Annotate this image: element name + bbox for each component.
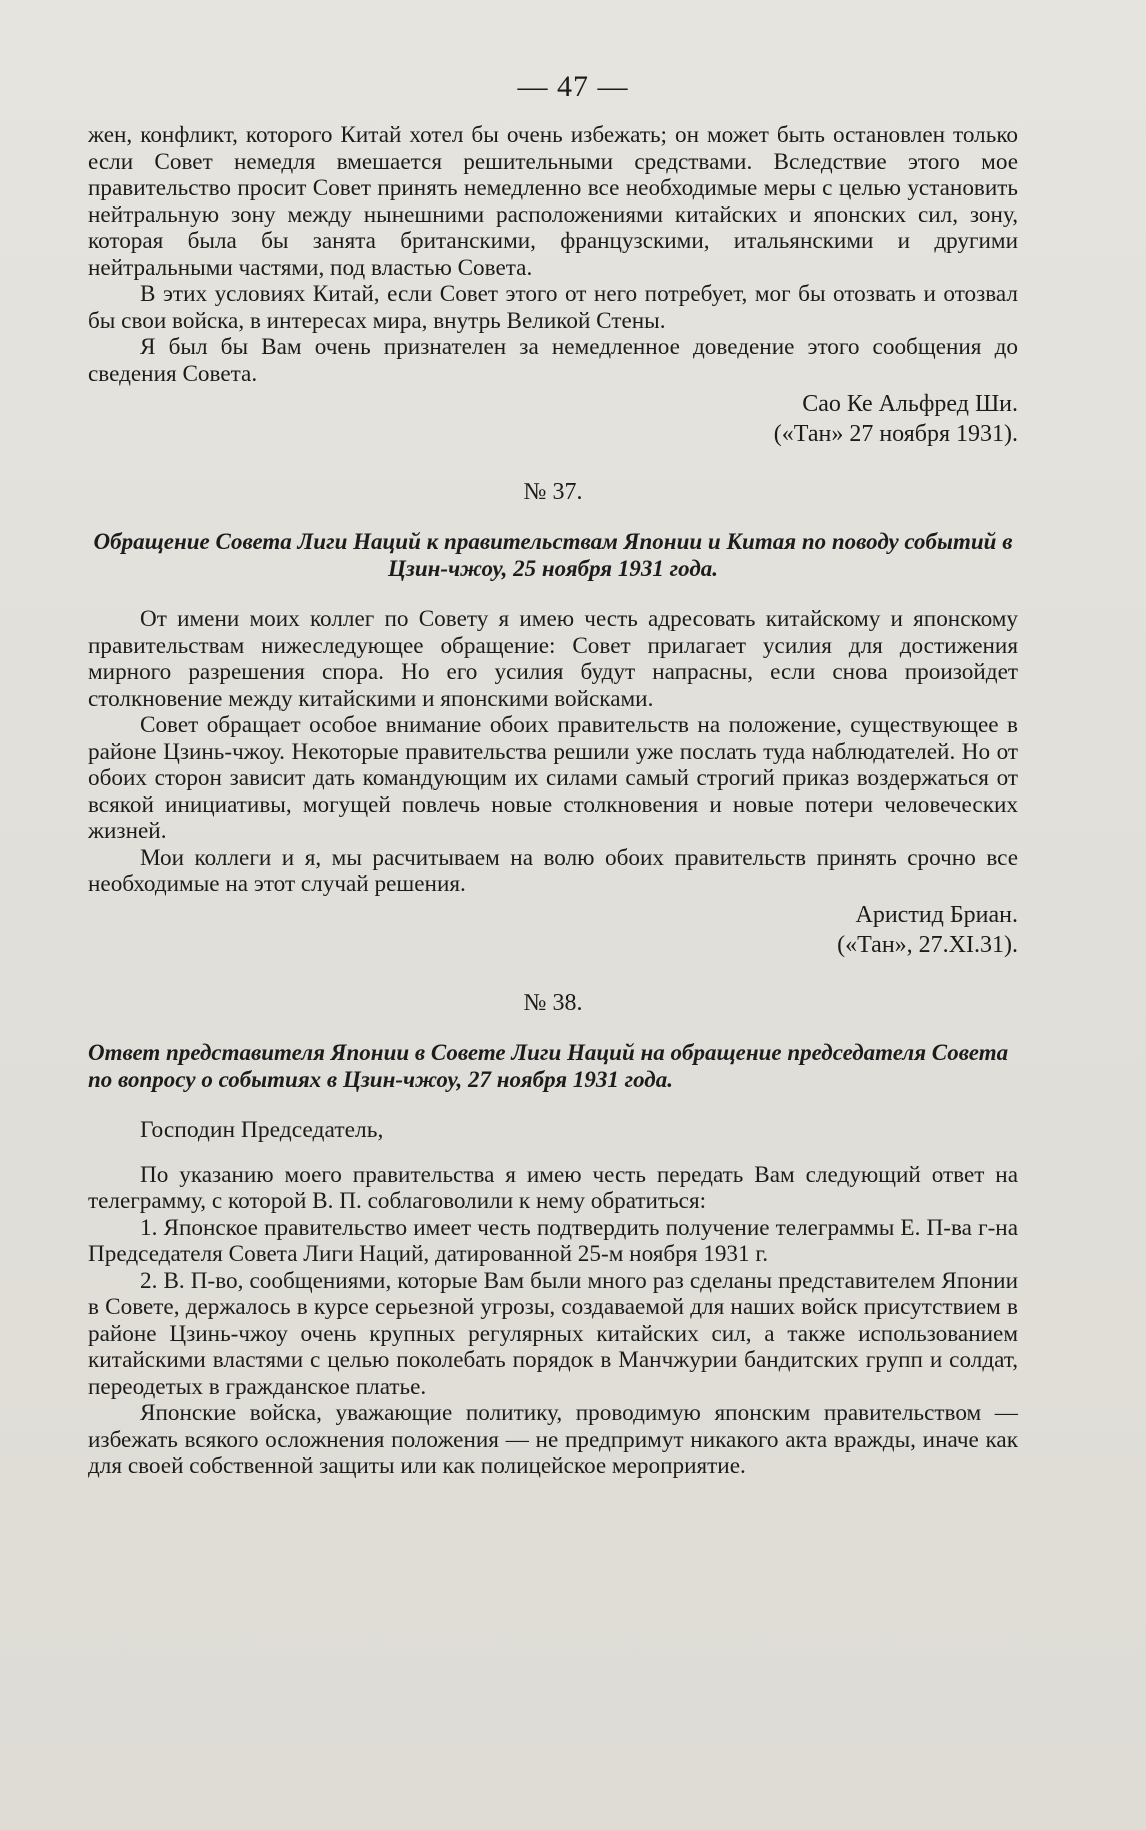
doc37-paragraph-1: От имени моих коллег по Совету я имею честь адресовать китайскому и японскому правительствам нижеследующее обращение: Совет прилагает усилия для достижения мирного разрешения спора. Но его усилия будут напрасны, если снова произойдет столкновение между китайскими и японскими войсками. xyxy=(88,606,1018,712)
page-content xyxy=(88,70,1018,1480)
doc38-paragraph-4: Японские войска, уважающие политику, проводимую японским правительством — избежать всякого осложнения положения — не предпримут никакого акта вражды, иначе как для своей собственной защиты или как полицейское мероприятие. xyxy=(88,1400,1018,1479)
doc38-paragraph-2: 1. Японское правительство имеет честь подтвердить получение телеграммы Е. П-ва г-на Председателя Совета Лиги Наций, датированной 25-м ноября 1931 г. xyxy=(88,1214,1018,1267)
doc36-continuation xyxy=(88,122,1018,449)
doc37-paragraph-3: Мои коллеги и я, мы расчитываем на волю обоих правительств принять срочно все необходимые на этот случай решения. xyxy=(88,844,1018,897)
doc36-signature: Сао Ке Альфред Ши. xyxy=(802,391,1018,417)
doc38-number: № 38. xyxy=(523,989,583,1016)
doc36-signature-block xyxy=(88,389,1018,449)
page-number: — 47 — xyxy=(517,70,629,103)
doc36-paragraph-2: В этих условиях Китай, если Совет этого от него потребует, мог бы отозвать и отозвал бы свои войска, в интересах мира, внутрь Великой Стены. xyxy=(88,281,1018,334)
doc36-paragraph-1: жен, конфликт, которого Китай хотел бы очень избежать; он может быть остановлен только если Совет немедля вмешается решительными средствами. Вследствие этого мое правительство просит Совет принять немедленно все необходимые меры с целью установить нейтральную зону между нынешними расположениями китайских и японских сил, зону, которая была бы занята британскими, французскими, итальянскими и другими нейтральными частями, под властью Совета. xyxy=(88,122,1018,281)
doc36-paragraph-3: Я был бы Вам очень признателен за немедленное доведение этого сообщения до сведения Совета. xyxy=(88,334,1018,387)
doc38-paragraph-3: 2. В. П-во, сообщениями, которые Вам были много раз сделаны представителем Японии в Совете, держалось в курсе серьезной угрозы, создаваемой для наших войск присутствием в районе Цзинь-чжоу очень крупных регулярных китайских сил, а также использованием китайскими властями с целью поколебать порядок в Манчжурии бандитских групп и солдат, переодетых в гражданское платье. xyxy=(88,1267,1018,1400)
doc38-title: Ответ представителя Японии в Совете Лиги Наций на обращение председателя Совета по вопросу о событиях в Цзин-чжоу, 27 ноября 1931 года. xyxy=(88,1039,1009,1092)
doc36-source: («Тан» 27 ноября 1931). xyxy=(773,421,1018,447)
doc37-source: («Тан», 27.XI.31). xyxy=(837,931,1018,958)
doc37-number: № 37. xyxy=(523,479,583,505)
doc37-signature: Аристид Бриан. xyxy=(855,901,1018,928)
doc38-salutation: Господин Председатель, xyxy=(140,1116,384,1143)
doc37-title: Обращение Совета Лиги Наций к правительствам Японии и Китая по поводу событий в Цзин-чжоу, 25 ноября 1931 года. xyxy=(93,529,1013,581)
doc38-paragraph-1: По указанию моего правительства я имею честь передать Вам следующий ответ на телеграмму, с которой В. П. соблаговолили к нему обратиться: xyxy=(88,1161,1018,1214)
doc37 xyxy=(88,479,1018,960)
doc37-signature-block xyxy=(88,900,1018,960)
doc37-paragraph-2: Совет обращает особое внимание обоих правительств на положение, существующее в районе Цзинь-чжоу. Некоторые правительства решили уже послать туда наблюдателей. Но от обоих сторон зависит дать командующим их силами самый строгий приказ воздержаться от всякой инициативы, могущей повлечь новые столкновения и новые потери человеческих жизней. xyxy=(88,712,1018,844)
doc38 xyxy=(88,990,1018,1480)
